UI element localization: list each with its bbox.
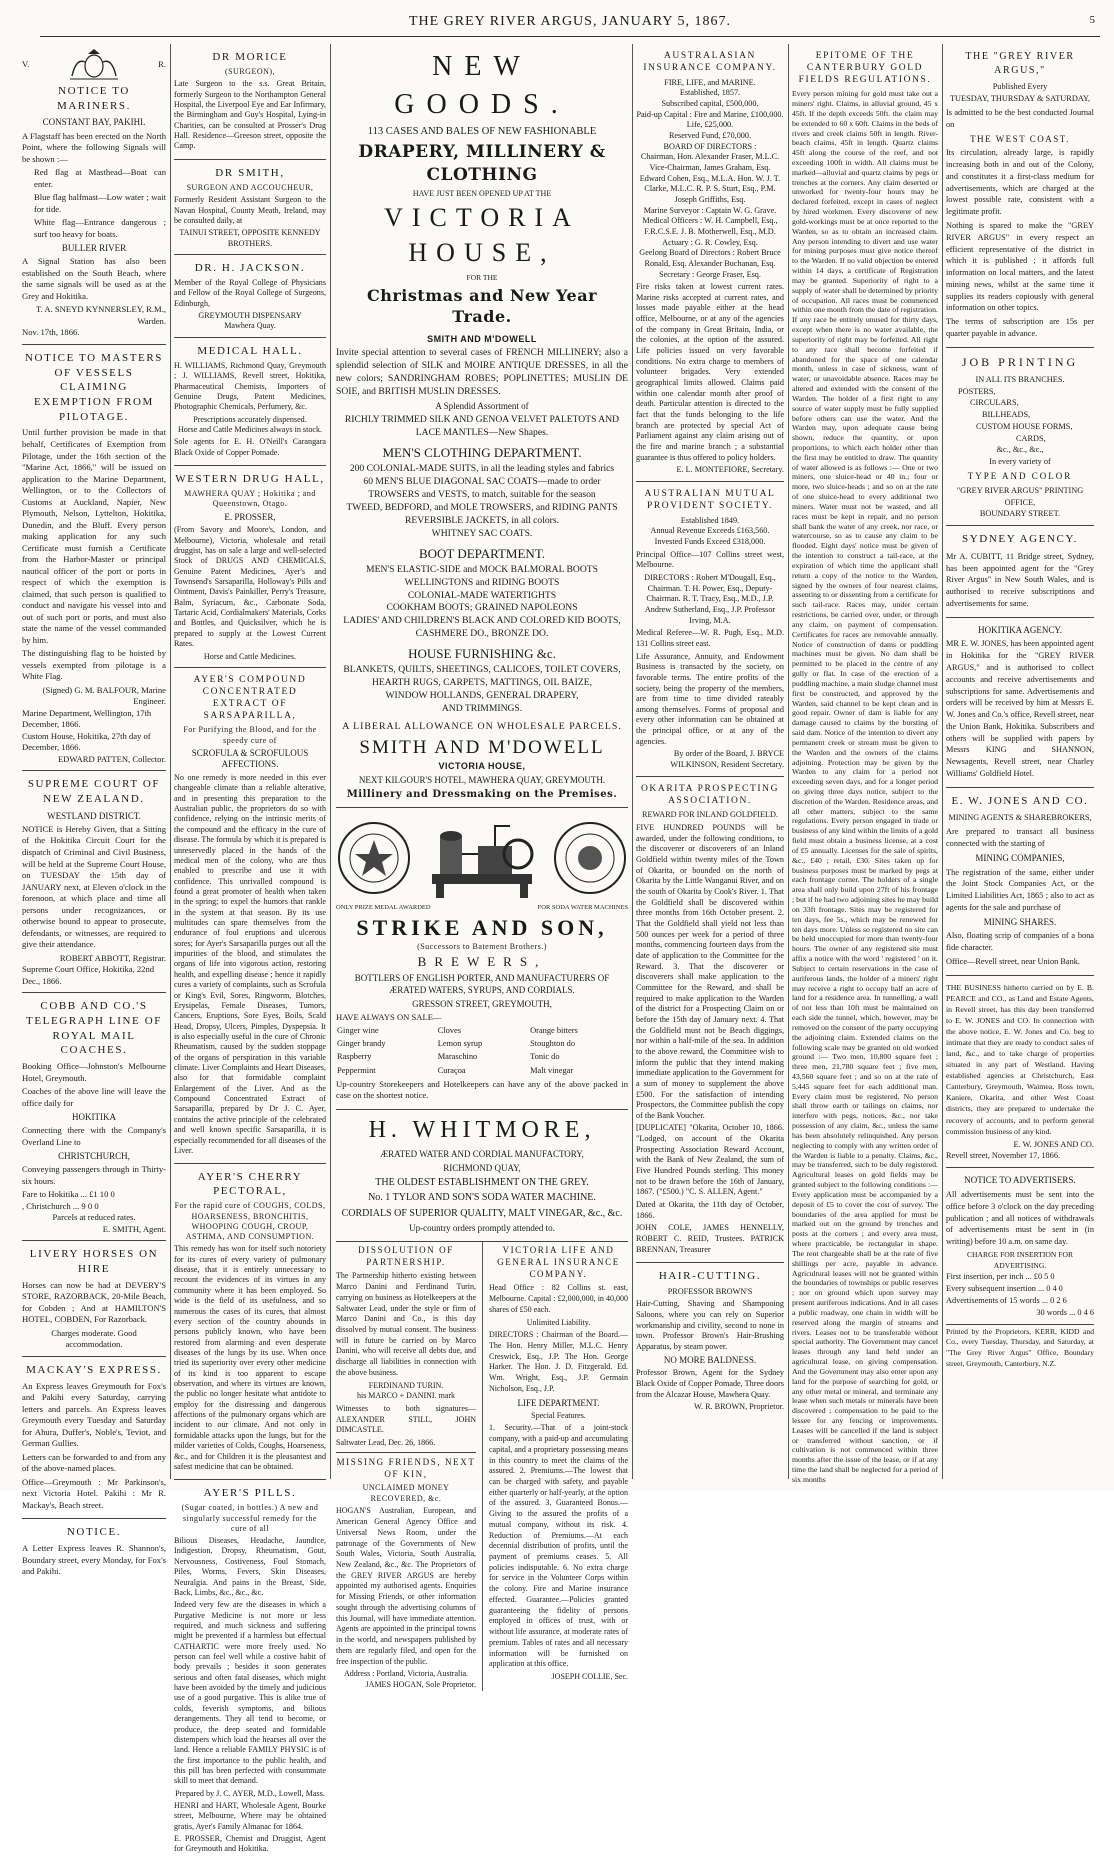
cobb-body: Coaches of the above line will leave the office daily for — [22, 1086, 166, 1108]
ewj-office: Office—Revell street, near Union Bank. — [946, 956, 1080, 966]
jobs-street: BOUNDARY STREET. — [979, 509, 1061, 519]
whitmore-name: H. WHITMORE, — [368, 1116, 596, 1143]
okarita-ad — [636, 777, 784, 1264]
mariners-body: A Flagstaff has been erected on the North Point, where the following Signals will be shown :— — [22, 130, 166, 164]
column-rule — [170, 44, 171, 1479]
aus-capital: Subscribed capital, £500,000. — [661, 99, 759, 108]
advertisers-title: NOTICE TO ADVERTISERS. — [964, 1175, 1076, 1186]
epitome-ad — [792, 44, 938, 1492]
masthead-title: THE GREY RIVER ARGUS, JANUARY 5, 1867. — [408, 14, 732, 29]
strike-name: STRIKE AND SON, — [356, 914, 608, 940]
jobs-item: POSTERS, — [958, 386, 996, 396]
pilotage-body: Until further provision be made in that behalf, Certificates of Exemption from Pilotage, under the 16th section of the "Marine Act, 1866," will be issued on application to the Marine Department, Wellington, or to the Collectors of Customs at Auckland, Napier, New Plymouth, Nelson, Lyttelton, Hokitika, Dunedin, and the Bluff. Every person making application for any such Certificate must furnish a Certificate from the Harbor-Master or principal nautical officer of the port or ports in respect of which the exemption is claimed, that such person is qualified to conduct and navigate his vessel into and out of such port or ports, and must also state the name of the vessel commanded by him. — [22, 427, 166, 645]
argus-pub: Published Every — [992, 82, 1048, 92]
boot-item: MEN'S ELASTIC-SIDE and MOCK BALMORAL BOOTS — [366, 563, 598, 575]
court-date: Supreme Court Office, Hokitika, 22nd Dec., 1866. — [22, 964, 155, 986]
okarita-title: OKARITA PROSPECTING ASSOCIATION. — [640, 783, 780, 807]
hair-bald: NO MORE BALDNESS. — [663, 1354, 757, 1365]
mackay-body: An Express leaves Greymouth for Fox's and Pakihi every Saturday, carrying letters and parcels. An Express leaves Greymouth every Tuesday and Saturday for Ahura, Duffer's, Noble's, Teviot, and German Gullies. — [22, 1380, 166, 1449]
pectoral-sub: For the rapid cure of COUGHS, COLDS, HOARSENESS, BRONCHITIS, WHOOPING COUGH, CROUP, ASTHMA, AND CONSUMPTION. — [174, 1201, 326, 1242]
mackay-offices: Office—Greymouth : Mr Parkinson's, next Victoria Hotel. Pakihi : Mr R. Mackay's, Beach street. — [22, 1476, 166, 1510]
pilotage-dept: Marine Department, Wellington, 17th December, 1866. — [22, 707, 152, 730]
aus-est: Established, 1857. — [679, 88, 741, 98]
house-furnishing: HOUSE FURNISHING &c. — [408, 646, 556, 662]
jobs-item: CIRCULARS, — [970, 398, 1019, 408]
ewj-sub: MINING AGENTS & SHAREBROKERS, — [948, 813, 1092, 823]
hair-name: PROFESSOR BROWN'S — [667, 1286, 753, 1296]
cobb-sign: E. SMITH, Agent. — [102, 1223, 166, 1234]
business-sign: E. W. JONES AND CO. — [1013, 1139, 1094, 1149]
medal-left-label: ONLY PRIZE MEDAL AWARDED — [336, 903, 431, 911]
business-date: Revell street, November 17, 1866. — [946, 1151, 1061, 1161]
argus-title: THE "GREY RIVER ARGUS," — [965, 51, 1075, 77]
notice-title: NOTICE. — [66, 1526, 122, 1539]
livery-ad — [22, 1241, 166, 1357]
business-body: THE BUSINESS hitherto carried on by E. B. PEARCE and CO., as Land and Estate Agents, in Revell street, has this day been transferred to E. W. JONES and CO. In connection with the above notice, E. W. Jones and Co. beg to intimate that they are ready to conduct sales of land, &c., and to take charge of properties situated in any part of Westland. Having established agencies at Christchurch, East Canterbury, Greymouth, Waimea, Ross town, Kaniere, Okarita, and other West Coast districts, they are prepared to undertake the recovery of accounts, and to perform general commission business of any kind. — [946, 982, 1094, 1136]
sydney-agency-ad — [946, 526, 1094, 618]
drink-cell: Lemon syrup — [437, 1039, 483, 1049]
mariners-place: CONSTANT BAY, PAKIHI. — [42, 117, 146, 128]
royal-crest-icon — [66, 48, 122, 82]
western-body: (From Savory and Moore's, London, and Melbourne), Victoria, wholesale and retail druggist, has on sale a large and well-selected Stock of DRUGS AND CHEMICALS, Genuine Patent Medicines, Ayer's and Townsend's Sarsaparilla, Holloway's Pills and Ointment, Davis's Painkiller, Perry's Treasure, Balm, Syriacum, &c., Carbonate Soda, Tartaric Acid, Cordialmakers' Materials, Corks and Bottles, and Quicksilver, which he is prepared to supply at the Lowest Current Rates. — [174, 525, 326, 649]
column-4 — [636, 44, 784, 1484]
boot-item: LADIES' AND CHILDREN'S BLACK AND COLORED KID BOOTS, — [343, 615, 621, 627]
sarsa-body: No one remedy is more needed in this ever changeable climate than a reliable alterative, and in presenting this preparation to the Australian public, the proprietors do so with confidence, relying on the intrinsic merits of the compound and the efficacy in the cure of disease. The formula by which it is prepared is unreservedly placed in the hands of the medical men of the colony, who are thus enabled to prescribe and use it with confidence. This unrivalled compound is found a great promoter of health when taken in the spring; to expel the humors that rankle in the system at that season. By its use multitudes can spare themselves from the endurance of foul eruptions and ulcerous sores; for Ayer's Sarsaparilla purges out all the impurities of the blood, and stimulates the organs of life into vigorous action, restoring health, and expelling disease ; hence it rapidly cures a variety of complaints, such as Scrofula or King's Evil, Sores, Ringworm, Blotches, Erysipelas, Female Diseases, Tumors, Cancers, Eruptions, Sore Eyes, Boils, Scald Head, Dropsy, Ulcers, Pimples, Dyspepsia. It is also especially useful in the cure of Chronic Rheumatism, caused by the sudden stoppage of the organs of perspiration in this variable climate. Liver Complaints and Heart Diseases, also for that formidable complaint Enlargement of the Liver. And as the Compound Concentrated Extract of Sarsaparilla, prepared by Dr J. C. Ayer, contains the active principle of the celebrated and well known specific Sarsaparilla, it is especially recommended for all diseases of the Liver. — [174, 772, 326, 1155]
ayers-pills-ad — [174, 1480, 326, 1862]
ewj-mining: MINING COMPANIES, — [975, 852, 1065, 863]
epitome-title: EPITOME OF THE CANTERBURY GOLD FIELDS REGULATIONS. — [798, 51, 932, 86]
notice-to-mariners — [22, 44, 166, 345]
column-rule — [632, 44, 633, 1479]
strike-and-son-ad — [336, 808, 628, 1110]
masthead — [40, 14, 1100, 37]
house-item: BLANKETS, QUILTS, SHEETINGS, CALICOES, TOILET COVERS, — [343, 664, 621, 676]
jobs-item: CUSTOM HOUSE FORMS, — [976, 421, 1073, 431]
pectoral-body: This remedy has won for itself such notoriety for its cures of every variety of pulmonary disease, that it is entirely unnecessary to recount the evidences of its virtues in any community where it has been employed. So wide is the field of its usefulness, and so numerous the cases of its cures, that almost every section of the country abounds in persons publicly known, who have been restored from alarming and even desperate diseases of the lungs by its use. When once tried its superiority over every other medicine of its kind is too apparent to escape observation, and where its virtues are known, the public no longer hesitate what antidote to employ for the distressing and dangerous affections of the pulmonary organs which are incident to our climate. And not only in formidable attacks upon the lungs, but for the milder varieties of Colds, Coughs, Hoarseness, &c., and for Children it is the pleasantest and safest medicine that can be obtained. — [174, 1244, 326, 1471]
dissolution-sig-2: his MARCO + DANINI. mark — [356, 1391, 456, 1401]
dissolution-witnesses: Witnesses to both signatures— ALEXANDER STILL, JOHN DIMCASTLE. — [336, 1404, 476, 1435]
smith-title: DR SMITH, — [215, 166, 285, 179]
mariners-place-2: BULLER RIVER — [61, 243, 127, 254]
ewj-body-3: Also, floating scrip of companies of a bona fide character. — [946, 931, 1094, 953]
hokitika-body: MR E. W. JONES, has been appointed agent in Hokitika for the "GREY RIVER ARGUS," and is authorised to collect accounts and receive advertisements and subscriptions for same. Advertisements and orders will be received by him at Messrs E. W. Jones and Co.'s office, Revell street, near the Union Bank, Hokitika. Subscribers and others will be supplied with papers by Messrs KING and SHANNON, Newsagents, Revell street, near Charley Williams' Goldfield Hotel. — [946, 639, 1094, 779]
house-item: WINDOW HOLLANDS, GENERAL DRAPERY, — [385, 690, 579, 702]
drink-cell: Maraschino — [437, 1052, 478, 1062]
prize-medal-icon — [336, 820, 412, 896]
cobb-body-3: Conveying passengers through in Thirty-six hours. — [22, 1164, 166, 1186]
cordials-line: CORDIALS OF SUPERIOR QUALITY, MALT VINEGAR, &c., &c. — [341, 1207, 623, 1219]
pilotage-title: NOTICE TO MASTERS OF VESSELS CLAIMING EXEMPTION FROM PILOTAGE. — [24, 351, 164, 423]
rate-line: First insertion, per inch ... £0 5 0 — [946, 1272, 1055, 1282]
pilotage-signed: (Signed) G. M. BALFOUR, Marine Engineer. — [42, 684, 166, 707]
mens-item: 60 MEN'S BLUE DIAGONAL SAC COATS—made to order — [363, 476, 601, 488]
medical-title: MEDICAL HALL. — [197, 344, 303, 357]
pills-title: AYER'S PILLS. — [203, 1487, 297, 1500]
drink-cell: Malt vinegar — [530, 1065, 574, 1075]
aus-title: AUSTRALASIAN INSURANCE COMPANY. — [643, 51, 777, 74]
cobb-office: Booking Office—Johnston's Melbourne Hotel, Greymouth. — [22, 1061, 166, 1083]
column-6 — [946, 44, 1094, 1484]
medical-rx: Prescriptions accurately dispensed. — [193, 414, 307, 424]
dissolution-body: The Partnership hitherto existing between Marco Danini and Ferdinand Turin, carrying on business as Hotelkeepers at the Saltwater Lead, under the style or firm of Marco Danini and Co., is this day dissolved by mutual consent. The business will in future be carried on by Marco Danini, who will receive all debts due, and discharge all liabilities in connection with the above business. — [336, 1271, 476, 1377]
smith-sub: SURGEON AND ACCOUCHEUR, — [186, 182, 314, 192]
aus-actuary: Actuary : G. R. Cowley, Esq. — [662, 237, 758, 247]
ewj-title: E. W. JONES AND CO. — [951, 794, 1089, 807]
new-goods-head: NEW GOODS. — [394, 51, 570, 120]
drink-cell: Stoughton do — [530, 1039, 576, 1049]
western-name: E. PROSSER, — [224, 511, 276, 522]
mutual-title: AUSTRALIAN MUTUAL PROVIDENT SOCIETY. — [644, 488, 776, 512]
cobb-title: COBB AND CO.'S TELEGRAPH LINE OF ROYAL MAIL COACHES. — [26, 1000, 162, 1057]
sarsa-sub: For Purifying the Blood, and for the speedy cure of — [183, 725, 317, 745]
western-drug-hall-ad — [174, 466, 326, 668]
signal-line: Red flag at Masthead—Boat can enter. — [34, 167, 166, 189]
aus-medical: Medical Officers : W. H. Campbell, Esq., F.R.C.S.E. J. B. Motherwell, Esq., M.D. — [642, 216, 778, 236]
advertisers-charge: CHARGE FOR INSERTION FOR ADVERTISING. — [966, 1249, 1074, 1270]
pills-sub: (Sugar coated, in bottles.) A new and singularly successful remedy for the cure of all — [181, 1503, 319, 1533]
okarita-trustees: JOHN COLE, JAMES HENNELLY, ROBERT C. REID, Trustees. PATRICK BRENNAN, Treasurer — [636, 1223, 784, 1254]
livery-title: LIVERY HORSES ON HIRE — [29, 1248, 159, 1276]
sarsa-title: AYER'S COMPOUND CONCENTRATED EXTRACT OF SARSAPARILLA, — [193, 674, 307, 722]
firm-name: SMITH AND M'DOWELL — [427, 333, 537, 344]
okarita-reward: REWARD FOR INLAND GOLDFIELD. — [642, 810, 778, 820]
hokitika-title: HOKITIKA AGENCY. — [978, 624, 1062, 635]
dissolution-date: Saltwater Lead, Dec. 26, 1866. — [336, 1438, 436, 1448]
medical-body: H. WILLIAMS, Richmond Quay, Greymouth ; J. WILLIAMS, Revell street, Hokitika, Pharmaceutical Chemists, Importers of Genuine Drugs, Patent Medicines, Photographic Chemicals, Perfumery, &c. — [174, 360, 326, 412]
mackay-express-ad — [22, 1357, 166, 1519]
aerated-line: ÆRATED WATER AND CORDIAL MANUFACTORY, — [380, 1149, 584, 1159]
morice-sub: (SURGEON), — [224, 67, 276, 77]
cobb-parcels: Parcels at reduced rates. — [52, 1212, 136, 1223]
vic-dirs: DIRECTORS : Chairman of the Board.—The Hon. Henry Miller, M.L.C. Henry Creswick, Esq., J.P. The Hon. George Harker. The Hon. J. D. Fitzgerald. Ed. Wm. Wright, Esq., J.P. Germain Nicholson, Esq., J.P. — [488, 1330, 628, 1393]
mutual-body: Life Assurance, Annuity, and Endowment Business is transacted by the society, on favorable terms. The entire profits of the society, being the property of the members, are from time to time divided rateably among themselves. Forms of proposal and every other information can be obtained at the principal office, or at any of the agencies. — [636, 651, 784, 746]
hair-body: Hair-Cutting, Shaving and Shampooing Saloons, where you can rely on Superior workmanship and civility, second to none in town. Professor Brown's Hair-Brushing Apparatus, by steam power. — [636, 1299, 784, 1351]
dissolution-title: DISSOLUTION OF PARTNERSHIP. — [358, 1245, 454, 1268]
advertisers-body: All advertisements must be sent into the office before 3 o'clock on the day preceding publication ; and all notices of withdrawals of advertisements must be sent in (in writing) before 10 a.m. on same day. — [946, 1189, 1094, 1247]
mutual-est: Established 1849. — [680, 515, 740, 525]
opened-line: HAVE JUST BEEN OPENED UP AT THE — [412, 188, 552, 198]
cherry-pectoral-ad — [174, 1164, 326, 1480]
court-sign: ROBERT ABBOTT, Registrar. — [59, 952, 166, 963]
house-item: AND TRIMMINGS. — [441, 702, 523, 714]
ewj-body: Are prepared to transact all business connected with the starting of — [946, 827, 1094, 848]
aus-reserve: Reserved Fund, £70,000. — [668, 130, 752, 140]
bottlers-line: BOTTLERS OF ENGLISH PORTER, AND MANUFACTURERS OF ÆRATED WATERS, SYRUPS, AND CORDIALS. — [354, 973, 610, 996]
firm-name-2: SMITH AND M'DOWELL — [359, 736, 605, 758]
for-the: FOR THE — [466, 273, 498, 282]
mariners-title: NOTICE TO MARINERS. — [57, 85, 131, 112]
ewj-body-2: The registration of the same, either under the Joint Stock Companies Act, or the Limited Liabilities Act, 1865 ; also to act as agents for the sale and purchase of — [946, 867, 1094, 912]
pilotage-notice — [22, 345, 166, 772]
pills-body: Indeed very few are the diseases in which a Purgative Medicine is not more or less required, and much sickness and suffering might be prevented if a harmless but effectual CATHARTIC were more freely used. No person can feel well while a costive habit of body prevails ; besides it soon generates serious and often fatal diseases, which might have been avoided by the timely and judicious use of a good purgative. This is alike true of colds, feverish symptoms, and bilious derangements. They all tend to become, or produce, the deep seated and formidable distempers which load the hearses all over the land. Hence a reliable FAMILY PHYSIC is of the first importance to the public health, and this pill has been perfected with consummate skill to meet that demand. — [174, 1600, 326, 1786]
missing-title: MISSING FRIENDS, NEXT OF KIN, — [336, 1456, 476, 1479]
onsale-line: HAVE ALWAYS ON SALE— — [336, 1012, 442, 1023]
col3-bottom — [336, 1242, 628, 1690]
boot-item: COOKHAM BOOTS; GRAINED NAPOLEONS — [386, 602, 578, 614]
hair-sign: W. R. BROWN, Proprietor. — [694, 1402, 784, 1412]
argus-body-2: Its circulation, already large, is rapidly increasing both in and out of the Colony, and constitutes it a first-class medium for advertisements, which are charged at the lowest possible rate, consistent with a legitimate profit. — [946, 148, 1094, 217]
page-number: 5 — [1089, 14, 1096, 26]
victoria-house-name: VICTORIA HOUSE, — [384, 203, 580, 268]
aus-directors: Chairman, Hon. Alexander Fraser, M.L.C. Vice-Chairman, James Graham, Esq. Edward Cohen, Esq., M.L.A. Hon. W. J. T. Clarke, M.L.C. R. P. S. Sturt, Esq., P.M. Joseph Griffiths, Esq. — [639, 152, 781, 204]
cases-line: 113 CASES AND BALES OF NEW FASHIONABLE — [367, 126, 597, 138]
livery-charges: Charges moderate. Good accommodation. — [51, 1327, 137, 1350]
jobs-sub: IN ALL ITS BRANCHES. — [975, 374, 1065, 384]
mariners-body-2: A Signal Station has also been established on the South Beach, where the same signals will be used as at the Grey and Hokitika. — [22, 256, 166, 301]
boot-dept: BOOT DEPARTMENT. — [418, 545, 546, 561]
crest-v: V. — [22, 59, 30, 70]
smith-addr: TAINUI STREET, OPPOSITE KENNEDY BROTHERS. — [179, 228, 321, 248]
australasian-insurance-ad — [636, 44, 784, 482]
missing-addr: Address : Portland, Victoria, Australia. — [343, 1669, 469, 1679]
inner-rule — [482, 1242, 483, 1690]
sarsa-cure: SCROFULA & SCROFULOUS AFFECTIONS. — [191, 747, 309, 770]
vic-title: VICTORIA LIFE AND GENERAL INSURANCE COMPANY. — [497, 1245, 620, 1280]
court-district: WESTLAND DISTRICT. — [47, 810, 141, 821]
jackson-disp: GREYMOUTH DISPENSARY — [198, 311, 302, 321]
column-5 — [792, 44, 938, 1484]
orders-line: Up-country orders promptly attended to. — [409, 1223, 555, 1234]
column-1 — [22, 44, 166, 1577]
mariners-sign: T. A. SNEYD KYNNERSLEY, R.M., Warden. — [35, 304, 166, 326]
hair-title: HAIR-CUTTING. — [658, 1270, 762, 1283]
jobs-item: &c., &c., &c., — [996, 445, 1044, 455]
aus-surveyor: Marine Surveyor : Captain W. G. Grave. — [643, 205, 777, 215]
vic-sign: JOSEPH COLLIE, Sec. — [551, 1671, 628, 1681]
notice-body: A Letter Express leaves R. Shannon's, Boundary street, every Monday, for Fox's and Pakihi. — [22, 1543, 166, 1577]
allowance-line: A LIBERAL ALLOWANCE ON WHOLESALE PARCELS. — [342, 720, 622, 732]
hair-body-2: Professor Brown, Agent for the Sydney Black Oxide of Copper Pomade, Three doors from the Alcazar House, Mawhera Quay. — [636, 1368, 784, 1399]
column-3 — [336, 44, 628, 1689]
medical-horse: Horse and Cattle Medicines always in stock. — [177, 425, 323, 435]
business-transfer-ad — [946, 976, 1094, 1168]
millinery-line: Millinery and Dressmaking on the Premises. — [346, 789, 618, 801]
cobb-fare: , Christchurch ... 9 0 0 — [22, 1200, 99, 1211]
letter-express-notice — [22, 1519, 166, 1584]
aus-geelong: Geelong Board of Directors : Robert Bruce Ronald, Esq. Alexander Buchanan, Esq. Secretary : George Fraser, Esq. — [639, 248, 781, 279]
medical-hall-ad — [174, 338, 326, 466]
jobs-title: JOB PRINTING — [961, 354, 1079, 369]
dissolution-notice — [336, 1242, 476, 1690]
mackay-title: MACKAY'S EXPRESS. — [26, 1363, 162, 1376]
dissolution-sig-1: FERDINAND TURIN. — [368, 1380, 444, 1390]
gresson-line: GRESSON STREET, GREYMOUTH, — [412, 999, 552, 1010]
sydney-body: Mr A. CUBITT, 11 Bridge street, Sydney, has been appointed agent for the "Grey River Argus" in New South Wales, and is authorised to receive subscriptions and advertisements for same. — [946, 551, 1094, 608]
mutual-referee: Medical Referee—W. R. Pugh, Esq., M.D. 131 Collins street east. — [636, 628, 784, 648]
vh-line: VICTORIA HOUSE, — [438, 761, 526, 772]
drinks-table — [336, 1024, 628, 1077]
brewers-line: BREWERS, — [417, 953, 547, 969]
boot-item: CASHMERE DO., BRONZE DO. — [415, 628, 549, 640]
missing-body: HOGAN'S Australian, European, and American General Agency Office and Universal News Room, under the patronage of the Governments of New South Wales, Victoria, South Australia, New Zealand, &c., &c. The Proprietors of the GREY RIVER ARGUS are hereby appointed my authorised agents. Enquiries for Missing Friends, or other information sought through the advertising columns of this Journal, will have immediate attention. Agents are appointed in the principal towns in the world, and newspapers published by them are regularly filed, and open for the free inspection of the public. — [336, 1506, 476, 1666]
smith-ad — [174, 160, 326, 255]
mackay-letters: Letters can be forwarded to and from any of the above-named places. — [22, 1451, 166, 1474]
silk-line: RICHLY TRIMMED SILK AND GENOA VELVET PALETOTS AND LACE MANTLES—New Shapes. — [344, 414, 620, 439]
christmas-trade: Christmas and New Year Trade. — [366, 286, 598, 327]
sarsaparilla-ad — [174, 668, 326, 1164]
pilotage-customs: Custom House, Hokitika, 27th day of December, 1866. — [22, 730, 151, 753]
morice-ad — [174, 44, 326, 160]
ewj-shares: MINING SHARES. — [983, 916, 1057, 927]
advertisers-notice — [946, 1168, 1094, 1324]
smith-body: Formerly Resident Assistant Surgeon to the Navan Hospital, County Meath, Ireland, may be consulted daily, at — [174, 195, 326, 225]
supreme-court-notice — [22, 771, 166, 993]
table-row — [336, 1037, 628, 1050]
vic-office: Head Office : 82 Collins st. east, Melbourne. Capital : £2,000,000, in 40,000 shares of £50 each. — [488, 1283, 628, 1314]
aus-paid: Paid-up Capital : Fire and Marine, £100,000. Life, £25,000. — [636, 109, 784, 130]
rate-line: 30 words ... 0 4 6 — [1036, 1307, 1094, 1317]
drink-cell: Raspberry — [337, 1052, 372, 1062]
table-row — [336, 1064, 628, 1077]
oldest-line: THE OLDEST ESTABLISHMENT ON THE GREY. — [375, 1177, 589, 1189]
court-body: NOTICE is Hereby Given, that a Sitting of the Hokitika Circuit Court for the dispatch of Criminal and Civil Business, will be held at the Supreme Court House, on TUESDAY the 15th day of JANUARY next, at Eleven o'clock in the forenoon, at which place and time all persons under recognizances, or otherwise bound to appear to prosecute, defendants, or witnesses, are required to give their attendance. — [22, 823, 166, 950]
mens-item: 200 COLONIAL-MADE SUITS, in all the leading styles and fabrics — [349, 463, 615, 475]
machine-medal-icon — [552, 820, 628, 896]
jobs-item: CARDS, — [1016, 433, 1046, 443]
jackson-ad — [174, 255, 326, 338]
okarita-date: Dated at Okarita, the 11th day of October, 1866. — [636, 1200, 784, 1220]
western-sub: MAWHERA QUAY ; Hokitika ; and Queenstown, Otago. — [184, 489, 316, 509]
drink-cell: Peppermint — [337, 1065, 376, 1075]
aus-board: BOARD OF DIRECTORS : — [663, 141, 757, 151]
argus-body-1: Is admitted to be the best conducted Journal on — [946, 107, 1094, 129]
jackson-title: DR. H. JACKSON. — [194, 261, 306, 274]
jobs-type: TYPE AND COLOR — [967, 471, 1073, 482]
vic-features: Special Features. — [531, 1410, 586, 1420]
mens-dept: MEN'S CLOTHING DEPARTMENT. — [382, 445, 582, 461]
mutual-sign: By order of the Board, J. BRYCE WILKINSON, Resident Secretary. — [670, 749, 784, 770]
column-rule — [788, 44, 789, 1479]
western-horse: Horse and Cattle Medicines. — [203, 651, 297, 661]
drink-cell: Orange bitters — [530, 1025, 578, 1035]
drink-cell: Ginger wine — [337, 1025, 379, 1035]
aus-sign: E. L. MONTEFIORE, Secretary. — [676, 465, 784, 475]
table-row — [336, 1050, 628, 1063]
boot-item: WELLINGTONS and RIDING BOOTS — [404, 576, 560, 588]
argus-ad — [946, 44, 1094, 348]
argus-days: TUESDAY, THURSDAY & SATURDAY, — [949, 94, 1091, 104]
mens-item: REVERSIBLE JACKETS, in all colors. — [404, 514, 560, 526]
rate-line: Advertisements of 15 words ... 0 2 6 — [946, 1296, 1067, 1305]
drink-cell: Curaçoa — [437, 1065, 466, 1075]
drapery-line: DRAPERY, MILLINERY & CLOTHING — [358, 142, 606, 185]
table-row — [336, 1024, 628, 1037]
hokitika-agency-ad — [946, 618, 1094, 788]
cobb-fare: Fare to Hokitika ... £1 10 0 — [22, 1189, 115, 1200]
sydney-title: SYDNEY AGENCY. — [962, 533, 1078, 546]
jobs-variety: In every variety of — [989, 457, 1051, 467]
strike-successors: (Successors to Batement Brothers.) — [417, 942, 547, 952]
mariners-date: Nov. 17th, 1866. — [22, 327, 80, 338]
victoria-house-ad — [336, 44, 628, 808]
cobb-dest-1: HOKITIKA — [72, 1112, 116, 1123]
okarita-body: FIVE HUNDRED POUNDS will be awarded, under the following conditions, to the discoverer or discoverers of an Inland Goldfield within twenty miles of the Town of Okarita, or bounded on the north of Okarita by the Little Wanganui River, and on the south of Okarita by Cook's River. 1. That the Goldfield shall be discovered within three months from 16th October present. 2. That the Goldfield shall yield not less than 500 ounces per week for a period of three months, commencing fourteen days from the date of application to the Committee for the Reward. 3. That the discoverer or discoverers shall make application to the Committee for the Reward, and shall be required to make application to the Warden of the district for a Prospecting Claim on or before the 15th day of January next. 4. That the Goldfield must not be Beach diggings, nor within a half-mile of the sea. In addition to the above reward, the Committee wish to inform the public that they intend making immediate application to the Government for a sum of money to supplement the above £500. For the satisfaction of intending Prospectors, the Committee publish the copy of the Bank Voucher. — [636, 823, 785, 1120]
mens-item: TROWSERS and VESTS, to match, suitable for the season — [368, 489, 596, 501]
vic-life: LIFE DEPARTMENT. — [517, 1397, 600, 1408]
pilotage-flag: The distinguishing flag to be hoisted by vessels exempted from pilotage is a White Flag. — [22, 648, 166, 682]
okarita-voucher: [DUPLICATE] "Okarita, October 10, 1866. "Lodged, on account of the Okarita Prospecting Association Reward Account, with the Bank of New Zealand, the sum of Five Hundred Pounds sterling. This money not to be drawn before the 16th of January, 1867. ("£500.) "C. S. ALLEN, Agent." — [636, 1123, 784, 1197]
victoria-life-ad — [489, 1242, 628, 1690]
mens-item: WHITNEY SAC COATS. — [431, 527, 533, 539]
pills-prosser: E. PROSSER, Chemist and Druggist, Agent for Greymouth and Hokitika. — [174, 1834, 326, 1854]
imprint: Printed by the Proprietors, KERR, KIDD and Co., every Tuesday, Thursday, and Saturday, at "The Grey River Argus" Office, Boundary street, Greymouth, Canterbury, N.Z. — [946, 1326, 1094, 1368]
splendid-line: A Splendid Assortment of — [435, 401, 529, 412]
upcountry-line: Up-country Storekeepers and Hotelkeepers can have any of the above packed in case on the shortest notice. — [336, 1078, 628, 1101]
jackson-body: Member of the Royal College of Physicians and Fellow of the Royal College of Surgeons, Edinburgh, — [174, 278, 326, 308]
aus-body: Fire risks taken at lowest current rates. Marine risks accepted at current rates, and losses made payable either at the head office, Melbourne, or at any of the agencies of the company in Great Britain, India, or the colonies, at the option of the assured. Life policies issued on very favorable conditions. No extra charge to members of volunteer brigades. Very extended geographical limits allowed. Claims paid within one calendar month after proof of death. Particular attention is directed to the fact that the funds belonging to the life branch are protected by special Act of Parliament against any claim arising out of the fire and marine branch ; a substantial guarantee is thus offered to policy holders. — [636, 282, 784, 462]
whitmore-ad — [336, 1110, 628, 1242]
rate-line: Every subsequent insertion ... 0 4 0 — [946, 1284, 1063, 1294]
cobb-coaches-ad — [22, 993, 166, 1241]
medal-right-label: FOR SODA WATER MACHINES — [537, 903, 628, 911]
argus-terms: The terms of subscription are 15s per quarter payable in advance. — [946, 317, 1094, 338]
invite-body: Invite special attention to several cases of FRENCH MILLINERY; also a splendid selection of SILK and MOIRE ANTIQUE DRESSES, in all the new colors; SANDRINGHAM ROBES; POPLINETTES; MUSLIN DE SOIE, and BRITISH MUSLIN DRESSES. — [336, 346, 628, 397]
mens-item: TWEED, BEDFORD, and MOLE TROWSERS, and RIDING PANTS — [346, 502, 618, 514]
pills-list: Bilious Diseases, Headache, Jaundice, Indigestion, Dropsy, Rheumatism, Gout, Nervousness, Costiveness, Foul Stomach, Piles, Worms, Fevers, Skin Diseases, Neuralgia. And pains in the Breast, Side, Back, Limbs, &c., &c., &c. — [174, 1536, 326, 1597]
column-rule — [330, 44, 331, 1479]
pilotage-collector: EDWARD PATTEN, Collector. — [57, 753, 166, 764]
mutual-rev: Annual Revenue Exceeds £163,560. Invested Funds Exceed £318,000. — [650, 526, 770, 546]
western-title: WESTERN DRUG HALL, — [175, 473, 325, 486]
pills-by: Prepared by J. C. AYER, M.D., Lowell, Mass. — [175, 1788, 325, 1798]
ew-jones-ad — [946, 788, 1094, 976]
column-2 — [174, 44, 326, 1854]
medical-agents: Sole agents for E. H. O'Neill's Carangara Black Oxide of Copper Pomade. — [174, 437, 326, 457]
jackson-addr: Mawhera Quay. — [224, 321, 276, 331]
morice-title: DR MORICE — [212, 51, 288, 63]
mutual-dirs: DIRECTORS : Robert M'Dougall, Esq., Chairman. T. H. Power, Esq., Deputy-Chairman. R. T. Tracy, Esq., M.D., J.P. Andrew Sutherland, Esq., J.P. Professor Irving, M.A. — [644, 572, 776, 625]
jobs-office: "GREY RIVER ARGUS" PRINTING OFFICE, — [956, 485, 1084, 507]
boot-item: COLONIAL-MADE WATERTIGHTS — [407, 589, 557, 601]
vic-unlimited: Unlimited Liability. — [526, 1317, 591, 1327]
pills-agents: HENRI and HART, Wholesale Agent, Bourke street, Melbourne, Where may be obtained gratis, Ayer's Family Almanac for 1864. — [174, 1801, 326, 1831]
house-item: HEARTH RUGS, CARPETS, MATTINGS, OIL BAIZE, — [372, 677, 592, 689]
epitome-body: Every person mining for gold must take out a miners' right. Claims, in alluvial ground, 45 x 45ft. If the depth exceeds 50ft. the claim may be extended to 60 x 60ft. Claims in the beds of rivers and creek claims 50ft in length. River-beach claims, 45ft in length. Quartz claims 45ft along the course of the reef, and not exceeding 100ft in width. All claims must be marked—alluvial and quartz claims by pegs or trenches at the corners. Any claim deserted or unworked for twenty-four hours may be declared forfeited, except in cases of neglect by hired workmen. Every discoverer of new gold-workings must be at once reported to the Warden, so as to obtain an increased claim. Any person intending to divert and use water for mining purposes must give notice thereof to the Warden. If no valid objection be entered within 14 days, a certificate of Registration may be granted. Superiority of right to a supply of water shall be determined by priority of occupation. All races must be commenced within one month from the date of registration. If any race be entirely unused for thirty days, except when there is no water available, the superiority of right may be forfeited. All right to any race shall become forfeited if abandoned for the space of one calendar month, unless in case of sickness, want of water, or unavoidable absence. Races may be altered and extended with the consent of the Warden. The holder of a first right to any source of water supply must be fully supplied before others can use the water. And the Warden may, upon adequate cause being shown, reduce the quantity, or upon proportions, to which each holder other than the first may be entitled to draw. The quantity of water allowed is as follows :— One or two miners, one sluice-head or 40 in.; four or more, two sluice-heads ; and so on at the rate of one sluice-head to every additional two miners. Water must not be wasted, and all races must be kept in repair, and no person shall bank the water of any creek, nor race, or watercourse, so as to cause any claim to be flooded. Eight days' notice must be given of the intention to construct a tail-race, at the expiration of which time the applicant shall return a copy of the notice to the Warden, signed by the owners of four nearest claims, assenting to or dissenting from a certificate for such tail-race. Races may, under certain restrictions, be carried over, under, or through any claim, on payment of compensation. Certificates for races are removable annually. Notice of construction of dams or puddling machines must be given. No dam shall be permitted to be placed in the centre of any gully or flat. In case of the erection of a puddling machine, a main sludge channel must first be constructed, and approved by the Warden, said channel to be kept clean and in good repair. Owner of dam is liable for any damage caused to claims by the bursting of said dam. Notice of the intention to divert any permanent creek or stream must be given to the Warden and the owners of the claims adjoining. Protection may be given by the Warden to any claim for a period not exceeding seven days, and for a longer period on giving three days notice, subject to the discretion of the Warden. Residence areas, and all other matters, subject to the same regulations. Every person engaged in trade or business of any kind within the limits of a gold field must obtain a business license, at a cost of £5 annually. Licenses for the sale of spirits, &c., £40 ; retail, £30. Sites taken up for business purposes must be marked by pegs at each frontage corner. The holders of a single area shall only build upon 27ft of his frontage ; but if he had two adjoining sites he may build on 33ft frontage. Sites may be registered for ten days, fee 5s., which may be renewed for ten days more. Unless so registered no site can be held unoccupied for more than twenty-four hours. The owner of any registered site must affix a notice with the word ' registered ' on it. Subject to certain reservations in the case of auriferous lands, the holder of a miners' right may receive a right to occupy half an acre of land for a residence area. In tunnelling, a wall of not less than 10ft must be maintained on each side the tunnel, which, however, may be removed on the consent of the party occupying the adjoining claim. Extended claims on the following scale may be granted on old worked ground :— Two men, 10,800 square feet ; three men, 21,780 square feet ; five men, 43,560 square feet ; and so on at the rate of 5,445 square feet for each additional man. Every claim must be registered. No person shall throw earth or tailings on claims, nor interfere with pegs, notices, &c., nor take possession of any claim, &c., unless the same has been absolutely relinquished. Any person neglecting to comply with any written order of the Warden is liable to a penalty. Claims, &c., may be transferred, such to be duly registered. Agricultural leases on gold fields may be granted subject to the following conditions :— Every application must be accompanied by a deposit of £5 to cover the cost of survey. The boundaries of the area applied for must be marked out on the ground by trenches and posts at the corners ; and every area must, where practicable, be rectangular in shape. The rent chargeable shall be at the rate of five shillings per acre, payable in advance. Agricultural leases will not be granted within the boundaries of townships or public reserves ; nor on ground which upon survey may present auriferous indications. And in all cases a public roadway, one chain in width will be reserved along the margin of streams and rivers. Leases not to be transferable without special authority. The Government may cancel leases through any land held under an agricultural lease, on giving compensation. And the Government may also enter upon any land for the purpose of searching for gold, or any other metal or mineral, and terminate any lease when such metals or minerals have been discovered ; compensation to be paid to the lessee for any fencing or improvements. Leases will be cancelled if the land is subject or transferred without sanction, or if cultivation is not commenced within three months after the issue of the lease, or if at any time the land shall be neglected for a period of six months — [792, 89, 938, 1484]
column-rule — [942, 44, 943, 1479]
mutual-office: Principal Office—107 Collins street west, Melbourne. — [636, 549, 784, 570]
crest-r: R. — [158, 59, 166, 70]
mutual-provident-ad — [636, 482, 784, 777]
jobs-item: BILLHEADS, — [982, 410, 1031, 420]
vic-body: 1. Security.—That of a joint-stock company, with a paid-up and accumulating capital, and a proprietary possessing means in this country to meet the claims of the assured. 2. Premiums.—The lowest that can be charged with safety, and payable either quarterly or half-yearly, at the option of the assured. 3. Guaranteed Bonus.—Giving to the assured the profits of a mutual company, without its risk. 4. Reduction of Premiums.—At each decennial distribution of profits, until the payment of premiums ceases. 5. All policies indisputable. 6. No extra charge for service in the Volunteer Corps within the colony. Fire and Marine insurance effected. Guarantee.—Policies granted guaranteeing the fidelity of persons employed in offices of trust, with or without life assurance, at moderate rates of premium. Tables of rates and all necessary information will be furnished on application at this office. — [488, 1423, 628, 1669]
signal-line: Blue flag halfmast—Low water ; wait for tide. — [34, 192, 166, 214]
signal-line: White flag—Entrance dangerous ; surf too heavy for boats. — [34, 217, 166, 239]
cobb-dest-2: CHRISTCHURCH, — [58, 1151, 130, 1162]
court-title: SUPREME COURT OF NEW ZEALAND. — [27, 778, 161, 806]
drink-cell: Ginger brandy — [337, 1039, 386, 1049]
next-line: NEXT KILGOUR'S HOTEL, MAWHERA QUAY, GREYMOUTH. — [358, 775, 606, 786]
missing-sub: UNCLAIMED MONEY RECOVERED, &c. — [362, 1483, 450, 1503]
job-printing-ad — [946, 348, 1094, 526]
argus-coast: THE WEST COAST. — [970, 133, 1070, 144]
drink-cell: Cloves — [437, 1025, 461, 1035]
argus-body-3: Nothing is spared to make the "GREY RIVER ARGUS" in every respect an efficient representative of the district in which it is published ; it affords full information on local matters, and the latest mining news, whilst at the same time it supplies its readers copiously with general information on other topics. — [946, 220, 1094, 313]
soda-machine-icon — [422, 814, 542, 902]
cobb-body-2: Connecting there with the Company's Overland Line to — [22, 1125, 166, 1147]
missing-sign: JAMES HOGAN, Sole Proprietor. — [365, 1679, 476, 1689]
morice-body: Late Surgeon to the s.s. Great Britain, formerly Surgeon to the Northampton General Hospital, the Liverpool Eye and Ear Infirmary, the Birmingham and Guy's Hospital, Lying-in Charities, can be consulted at Prosser's Drug Hall. Residence—Greeson street, opposite the Camp. — [174, 79, 326, 151]
drink-cell: Tonic do — [530, 1052, 560, 1062]
richmond-line: RICHMOND QUAY, — [443, 1163, 521, 1174]
hair-cutting-ad — [636, 1263, 784, 1418]
pectoral-title: AYER'S CHERRY PECTORAL, — [197, 1171, 303, 1198]
aus-sub: FIRE, LIFE, and MARINE. — [664, 77, 756, 87]
livery-body: Horses can now be had at DEVERY'S STORE, RAZORBACK, 20-Mile Beach, for Cobden ; And at HAMILTON'S HOTEL, COBDEN, For Razorback. — [22, 1279, 166, 1325]
tylor-line: No. 1 TYLOR AND SON'S SODA WATER MACHINE. — [368, 1192, 596, 1204]
